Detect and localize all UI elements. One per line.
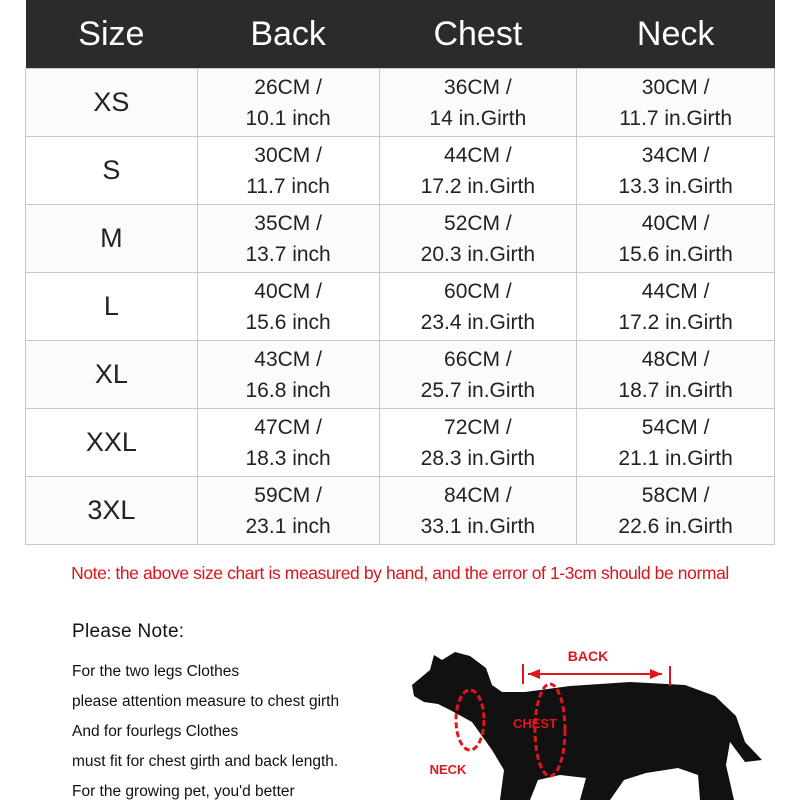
note-line: must fit for chest girth and back length.	[72, 753, 339, 770]
chest-cell	[379, 273, 577, 341]
back-cm-value: 43CM /	[254, 347, 322, 371]
back-inch-value: 13.7 inch	[245, 242, 331, 266]
back-cm-value: 40CM /	[254, 279, 322, 303]
size-cell: XL	[26, 341, 198, 409]
chest-inch-value: 28.3 in.Girth	[420, 446, 536, 470]
back-cm-value: 35CM /	[254, 211, 322, 235]
back-inch-value: 23.1 inch	[245, 514, 331, 538]
chest-inch-value: 17.2 in.Girth	[420, 174, 536, 198]
please-note-lines	[72, 662, 339, 812]
neck-label: NECK	[429, 762, 467, 777]
chest-cell	[379, 477, 577, 545]
note-line: please attention measure to chest girth	[72, 693, 340, 710]
size-cell: M	[26, 205, 198, 273]
size-row	[26, 477, 775, 545]
neck-cm-value: 48CM /	[641, 347, 710, 371]
back-inch-value: 18.3 inch	[245, 446, 331, 470]
chest-inch-value: 25.7 in.Girth	[420, 378, 536, 402]
chest-cm-value: 72CM /	[444, 415, 512, 439]
chest-cm-value: 60CM /	[444, 279, 512, 303]
back-cell	[197, 137, 379, 205]
size-cell: S	[26, 137, 198, 205]
size-cell: XXL	[26, 409, 198, 477]
neck-cm-value: 34CM /	[641, 143, 710, 167]
neck-inch-value: 22.6 in.Girth	[618, 514, 733, 538]
size-row	[26, 137, 775, 205]
neck-inch-value: 13.3 in.Girth	[618, 174, 733, 198]
neck-cell	[577, 273, 775, 341]
neck-cell	[577, 69, 775, 137]
chest-cell	[379, 137, 577, 205]
header-neck: Neck	[577, 0, 775, 69]
chest-cell	[379, 409, 577, 477]
neck-cm-value: 58CM /	[641, 483, 710, 507]
measurement-note: Note: the above size chart is measured by hand, and the error of 1-3cm should be normal	[71, 563, 729, 583]
back-inch-value: 10.1 inch	[245, 106, 331, 130]
back-cell	[197, 409, 379, 477]
back-cm-value: 47CM /	[254, 415, 322, 439]
size-row	[26, 273, 775, 341]
neck-inch-value: 18.7 in.Girth	[618, 378, 733, 402]
chest-cm-value: 66CM /	[444, 347, 512, 371]
neck-cell	[577, 205, 775, 273]
back-cell	[197, 205, 379, 273]
header-size: Size	[26, 0, 198, 69]
back-arrow-right-head	[650, 669, 662, 679]
back-inch-value: 15.6 inch	[245, 310, 331, 334]
note-line: For the two legs Clothes	[72, 663, 240, 680]
size-cell: XS	[26, 69, 198, 137]
header-back: Back	[197, 0, 379, 69]
note-line: For the growing pet, you'd better	[72, 783, 295, 800]
chest-inch-value: 33.1 in.Girth	[420, 514, 536, 538]
chest-inch-value: 20.3 in.Girth	[420, 242, 536, 266]
size-row	[26, 205, 775, 273]
size-row	[26, 69, 775, 137]
back-cell	[197, 477, 379, 545]
chest-label: CHEST	[512, 716, 558, 731]
back-cell	[197, 273, 379, 341]
back-label: BACK	[567, 648, 609, 664]
size-chart-table	[25, 0, 775, 545]
please-note-title: Please Note:	[72, 621, 185, 642]
header-chest: Chest	[379, 0, 577, 69]
dog-measurement-diagram	[400, 630, 800, 800]
size-chart-body	[26, 69, 775, 545]
chest-inch-value: 14 in.Girth	[429, 106, 527, 130]
chest-cell	[379, 69, 577, 137]
size-row	[26, 409, 775, 477]
chest-cm-value: 52CM /	[444, 211, 512, 235]
neck-inch-value: 11.7 in.Girth	[619, 106, 733, 130]
neck-inch-value: 21.1 in.Girth	[618, 446, 733, 470]
chest-cm-value: 44CM /	[444, 143, 512, 167]
back-inch-value: 16.8 inch	[245, 378, 331, 402]
back-cm-value: 59CM /	[254, 483, 322, 507]
back-cm-value: 30CM /	[254, 143, 322, 167]
chest-cell	[379, 341, 577, 409]
size-chart-header-row	[26, 0, 775, 69]
size-row	[26, 341, 775, 409]
back-cell	[197, 69, 379, 137]
back-cell	[197, 341, 379, 409]
neck-cm-value: 44CM /	[641, 279, 710, 303]
neck-cm-value: 54CM /	[641, 415, 710, 439]
chest-cell	[379, 205, 577, 273]
back-inch-value: 11.7 inch	[246, 174, 330, 198]
chest-cm-value: 84CM /	[444, 483, 512, 507]
neck-inch-value: 15.6 in.Girth	[618, 242, 733, 266]
neck-cm-value: 30CM /	[641, 75, 710, 99]
size-cell: L	[26, 273, 198, 341]
neck-cell	[577, 477, 775, 545]
neck-cell	[577, 341, 775, 409]
back-cm-value: 26CM /	[254, 75, 322, 99]
neck-cm-value: 40CM /	[641, 211, 710, 235]
back-arrow-left-head	[528, 669, 540, 679]
neck-cell	[577, 409, 775, 477]
neck-inch-value: 17.2 in.Girth	[618, 310, 733, 334]
neck-cell	[577, 137, 775, 205]
size-cell: 3XL	[26, 477, 198, 545]
chest-cm-value: 36CM /	[444, 75, 512, 99]
note-line: And for fourlegs Clothes	[72, 723, 239, 740]
chest-inch-value: 23.4 in.Girth	[420, 310, 536, 334]
